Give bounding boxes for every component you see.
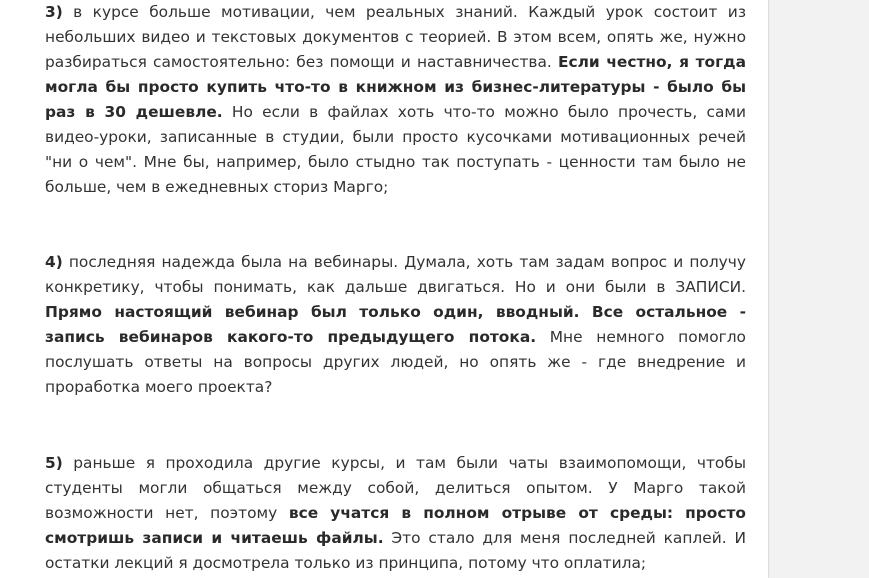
- paragraph-bold-text: все учатся в полном отрыве от среды: просто смотришь записи и читаешь файлы.: [45, 504, 746, 547]
- point-number: 5): [45, 454, 63, 472]
- paragraph-text: Мне немного помогло послушать ответы на вопросы других людей, но опять же - где внедрение и проработка моего проекта?: [45, 328, 746, 396]
- paragraph-text: Но если в файлах хоть что-то можно было прочесть, сами видео-уроки, записанные в студии, были просто кусочками мотивационных речей "ни о чем". Мне бы, например, было стыдно так поступать - ценности там было не больше, чем в ежедневных сториз Марго;: [45, 103, 746, 196]
- paragraph-point-5: [45, 451, 746, 576]
- right-gutter: [768, 0, 869, 578]
- paragraph-point-3: [45, 0, 746, 200]
- paragraph-text: Это стало для меня последней каплей. И остатки лекций я досмотрела только из принципа, потому что оплатила;: [45, 529, 746, 572]
- paragraph-bold-text: Если честно, я тогда могла бы просто купить что-то в книжном из бизнес-литературы - было бы раз в 30 дешевле.: [45, 53, 746, 121]
- point-number: 4): [45, 253, 63, 271]
- paragraph-bold-text: Прямо настоящий вебинар был только один, вводный. Все остальное - запись вебинаров какого-то предыдущего потока.: [45, 303, 746, 346]
- paragraph-text: последняя надежда была на вебинары. Думала, хоть там задам вопрос и получу конкретику, чтобы понимать, как дальше двигаться. Но и они были в ЗАПИСИ.: [45, 253, 746, 296]
- paragraph-point-4: [45, 250, 746, 400]
- point-number: 3): [45, 3, 63, 21]
- paragraph-text: в курсе больше мотивации, чем реальных знаний. Каждый урок состоит из небольших видео и текстовых документов с теорией. В этом всем, опять же, нужно разбираться самостоятельно: без помощи и наставничества.: [45, 3, 746, 71]
- paragraph-text: раньше я проходила другие курсы, и там были чаты взаимопомощи, чтобы студенты могли общаться между собой, делиться опытом. У Марго такой возможности нет, поэтому: [45, 454, 746, 522]
